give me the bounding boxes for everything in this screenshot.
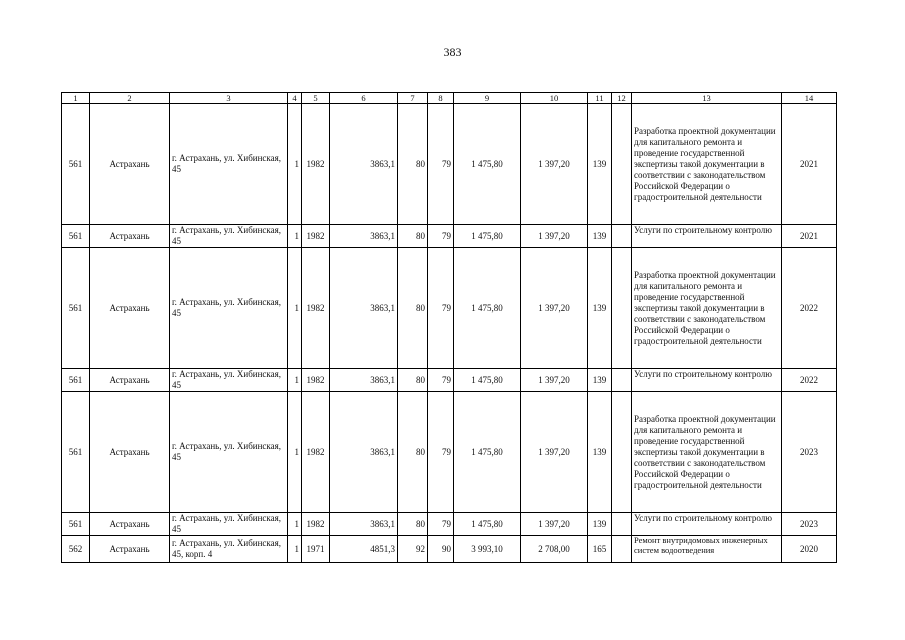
work-type-cell: Разработка проектной документации для капитального ремонта и проведение государственной экспертизы такой документации в соответствии с законодательством Российской Федерации о градостроительной деятельности	[632, 248, 782, 369]
row-number-cell: 561	[62, 369, 90, 392]
count-cell: 1	[288, 392, 302, 513]
work-type-cell: Ремонт внутридомовых инженерных систем водоотведения	[632, 536, 782, 563]
amount-cell: 1 397,20	[521, 225, 588, 248]
value-cell: 139	[588, 104, 612, 225]
period-cell: 2021	[782, 104, 837, 225]
amount-cell: 1 397,20	[521, 513, 588, 536]
period-cell: 2020	[782, 536, 837, 563]
amount-cell: 1 475,80	[454, 104, 521, 225]
column-header: 9	[454, 93, 521, 104]
amount-cell: 1 397,20	[521, 392, 588, 513]
municipality-cell: Астрахань	[90, 513, 170, 536]
value-cell: 80	[398, 369, 428, 392]
amount-cell: 3 993,10	[454, 536, 521, 563]
column-number-row	[62, 93, 837, 104]
year-cell: 1982	[302, 513, 330, 536]
row-number-cell: 561	[62, 392, 90, 513]
column-header: 10	[521, 93, 588, 104]
row-number-cell: 562	[62, 536, 90, 563]
amount-cell: 2 708,00	[521, 536, 588, 563]
column-header: 11	[588, 93, 612, 104]
value-cell: 139	[588, 248, 612, 369]
value-cell: 79	[428, 225, 454, 248]
count-cell: 1	[288, 225, 302, 248]
period-cell: 2022	[782, 369, 837, 392]
value-cell: 80	[398, 225, 428, 248]
empty-cell	[612, 536, 632, 563]
work-type-cell: Разработка проектной документации для капитального ремонта и проведение государственной экспертизы такой документации в соответствии с законодательством Российской Федерации о градостроительной деятельности	[632, 392, 782, 513]
area-cell: 3863,1	[330, 248, 398, 369]
capital-repair-table	[61, 92, 837, 563]
column-header: 7	[398, 93, 428, 104]
amount-cell: 1 475,80	[454, 248, 521, 369]
area-cell: 3863,1	[330, 369, 398, 392]
period-cell: 2022	[782, 248, 837, 369]
municipality-cell: Астрахань	[90, 536, 170, 563]
value-cell: 80	[398, 513, 428, 536]
value-cell: 79	[428, 248, 454, 369]
area-cell: 3863,1	[330, 392, 398, 513]
value-cell: 79	[428, 104, 454, 225]
year-cell: 1982	[302, 392, 330, 513]
row-number-cell: 561	[62, 248, 90, 369]
table-row	[62, 392, 837, 513]
work-type-cell: Услуги по строительному контролю	[632, 513, 782, 536]
amount-cell: 1 397,20	[521, 369, 588, 392]
row-number-cell: 561	[62, 225, 90, 248]
empty-cell	[612, 248, 632, 369]
amount-cell: 1 397,20	[521, 104, 588, 225]
municipality-cell: Астрахань	[90, 225, 170, 248]
count-cell: 1	[288, 104, 302, 225]
column-header: 8	[428, 93, 454, 104]
area-cell: 3863,1	[330, 513, 398, 536]
empty-cell	[612, 513, 632, 536]
table-row	[62, 369, 837, 392]
amount-cell: 1 397,20	[521, 248, 588, 369]
year-cell: 1971	[302, 536, 330, 563]
year-cell: 1982	[302, 248, 330, 369]
column-header: 2	[90, 93, 170, 104]
period-cell: 2023	[782, 513, 837, 536]
municipality-cell: Астрахань	[90, 104, 170, 225]
address-cell: г. Астрахань, ул. Хибинская, 45	[170, 225, 288, 248]
value-cell: 80	[398, 104, 428, 225]
value-cell: 80	[398, 392, 428, 513]
value-cell: 165	[588, 536, 612, 563]
table-row	[62, 248, 837, 369]
column-header: 1	[62, 93, 90, 104]
empty-cell	[612, 225, 632, 248]
column-header: 12	[612, 93, 632, 104]
value-cell: 92	[398, 536, 428, 563]
period-cell: 2023	[782, 392, 837, 513]
municipality-cell: Астрахань	[90, 369, 170, 392]
work-type-cell: Услуги по строительному контролю	[632, 225, 782, 248]
column-header: 4	[288, 93, 302, 104]
municipality-cell: Астрахань	[90, 392, 170, 513]
work-type-cell: Услуги по строительному контролю	[632, 369, 782, 392]
row-number-cell: 561	[62, 104, 90, 225]
amount-cell: 1 475,80	[454, 369, 521, 392]
value-cell: 139	[588, 225, 612, 248]
year-cell: 1982	[302, 369, 330, 392]
municipality-cell: Астрахань	[90, 248, 170, 369]
address-cell: г. Астрахань, ул. Хибинская, 45	[170, 369, 288, 392]
year-cell: 1982	[302, 225, 330, 248]
table-row	[62, 513, 837, 536]
area-cell: 3863,1	[330, 104, 398, 225]
empty-cell	[612, 104, 632, 225]
value-cell: 79	[428, 392, 454, 513]
address-cell: г. Астрахань, ул. Хибинская, 45	[170, 513, 288, 536]
value-cell: 79	[428, 369, 454, 392]
address-cell: г. Астрахань, ул. Хибинская, 45	[170, 104, 288, 225]
empty-cell	[612, 392, 632, 513]
area-cell: 3863,1	[330, 225, 398, 248]
page-number: 383	[443, 45, 462, 59]
value-cell: 79	[428, 513, 454, 536]
column-header: 14	[782, 93, 837, 104]
row-number-cell: 561	[62, 513, 90, 536]
table-row	[62, 536, 837, 563]
year-cell: 1982	[302, 104, 330, 225]
column-header: 5	[302, 93, 330, 104]
address-cell: г. Астрахань, ул. Хибинская, 45	[170, 392, 288, 513]
work-type-cell: Разработка проектной документации для капитального ремонта и проведение государственной экспертизы такой документации в соответствии с законодательством Российской Федерации о градостроительной деятельности	[632, 104, 782, 225]
count-cell: 1	[288, 248, 302, 369]
table-row	[62, 225, 837, 248]
column-header: 3	[170, 93, 288, 104]
count-cell: 1	[288, 536, 302, 563]
empty-cell	[612, 369, 632, 392]
count-cell: 1	[288, 369, 302, 392]
value-cell: 139	[588, 369, 612, 392]
value-cell: 80	[398, 248, 428, 369]
address-cell: г. Астрахань, ул. Хибинская, 45, корп. 4	[170, 536, 288, 563]
amount-cell: 1 475,80	[454, 225, 521, 248]
column-header: 6	[330, 93, 398, 104]
value-cell: 139	[588, 392, 612, 513]
column-header: 13	[632, 93, 782, 104]
area-cell: 4851,3	[330, 536, 398, 563]
amount-cell: 1 475,80	[454, 513, 521, 536]
count-cell: 1	[288, 513, 302, 536]
value-cell: 139	[588, 513, 612, 536]
table-row	[62, 104, 837, 225]
value-cell: 90	[428, 536, 454, 563]
address-cell: г. Астрахань, ул. Хибинская, 45	[170, 248, 288, 369]
period-cell: 2021	[782, 225, 837, 248]
amount-cell: 1 475,80	[454, 392, 521, 513]
